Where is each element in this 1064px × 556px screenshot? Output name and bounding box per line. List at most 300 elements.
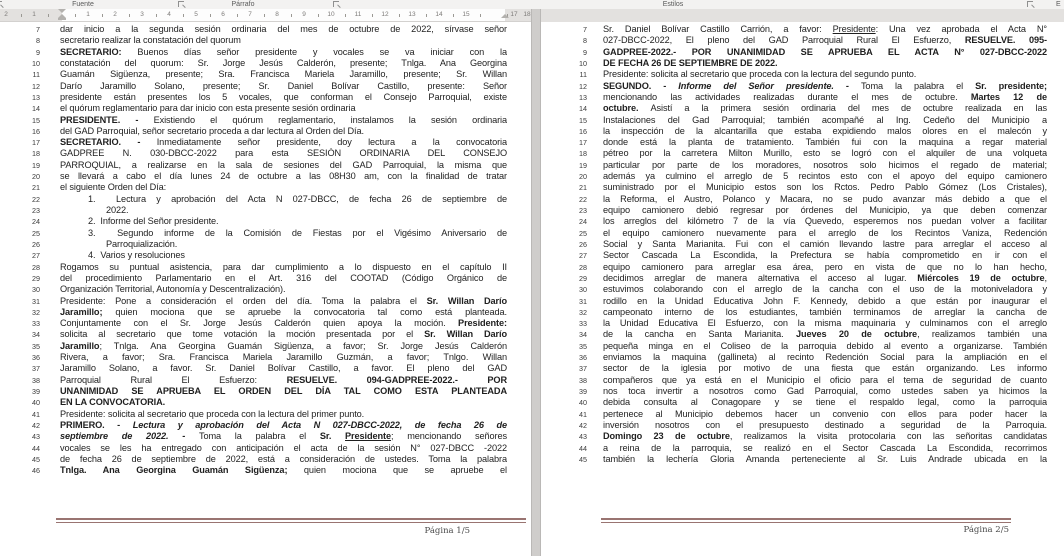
line-text[interactable]	[603, 171, 1047, 182]
page-1-lines	[24, 24, 531, 477]
document-line[interactable]	[563, 58, 1064, 69]
line-number: 20	[32, 172, 40, 182]
line-number: 37	[579, 364, 587, 374]
document-line[interactable]	[24, 307, 531, 318]
line-text[interactable]	[603, 363, 1047, 374]
window-divider[interactable]	[531, 9, 541, 556]
text-run: Lectura y aprobación del Acta N 027-DBCC-2022, de fecha 26 de	[132, 419, 507, 430]
line-text[interactable]	[603, 250, 1047, 261]
document-line[interactable]	[563, 205, 1064, 216]
line-number: 10	[32, 58, 40, 68]
line-number: 14	[579, 104, 587, 114]
line-text[interactable]	[60, 47, 507, 58]
line-number: 20	[579, 172, 587, 182]
left-indent-marker[interactable]	[58, 18, 66, 20]
line-text[interactable]	[603, 47, 1047, 58]
document-line[interactable]	[24, 454, 531, 465]
document-line[interactable]	[24, 262, 531, 273]
line-text[interactable]	[60, 284, 507, 295]
document-line[interactable]	[563, 318, 1064, 329]
document-line[interactable]	[24, 386, 531, 397]
line-text[interactable]	[603, 307, 1047, 318]
document-line[interactable]	[563, 182, 1064, 193]
line-text[interactable]	[60, 81, 507, 92]
line-number: 10	[579, 58, 587, 68]
line-text[interactable]	[60, 363, 507, 374]
line-text[interactable]	[603, 194, 1047, 205]
document-line[interactable]	[563, 386, 1064, 397]
text-run: Jaramillo;	[60, 306, 116, 317]
document-line[interactable]	[563, 24, 1064, 35]
text-run: también la lechería Gloria Amanda perteneciente al Sr. Luis Andrade ubicada en la	[603, 453, 1047, 464]
line-text[interactable]	[60, 35, 507, 46]
document-line[interactable]	[24, 58, 531, 69]
line-text[interactable]	[603, 329, 1047, 340]
line-number: 36	[32, 353, 40, 363]
text-run: sector de la iglesia por motivo de una fiesta que están organizando. Les informo	[603, 363, 1047, 374]
text-run: la Unidad Educativa El Esfuerzo, con la misma maquinaria y culminamos con el arreglo	[603, 318, 1047, 329]
line-text[interactable]	[60, 205, 507, 216]
line-number: 36	[579, 353, 587, 363]
first-line-indent-marker[interactable]	[58, 9, 66, 13]
text-run: vocales se les ha entregado con anticipación el acta de la sesión N° 027-DBCC -2022	[60, 442, 507, 453]
line-number: 11	[579, 70, 587, 80]
line-number: 41	[32, 409, 40, 419]
text-run: Sr.	[319, 431, 346, 442]
line-text[interactable]	[603, 352, 1047, 363]
right-indent-marker[interactable]	[501, 14, 509, 18]
line-number: 7	[583, 25, 587, 34]
ruler-tick	[156, 14, 157, 17]
line-text[interactable]	[60, 431, 507, 442]
document-line[interactable]	[24, 35, 531, 46]
document-line[interactable]	[563, 194, 1064, 205]
line-number: 29	[579, 273, 587, 283]
ribbon-group-label-edicion-clipped: E	[1056, 1, 1061, 8]
text-run: se llevará a cabo el día lunes 24 de octubre a las 08H30 am, con la finalidad de tratar	[60, 171, 507, 182]
estilos-dialog-launcher-icon[interactable]	[1027, 1, 1034, 8]
document-line[interactable]	[563, 69, 1064, 80]
ruler-number: 2	[113, 11, 117, 18]
text-run: Conjuntamente con el Sr. Jorge Jesús Calderón quien apoya la moción.	[60, 318, 459, 329]
line-text[interactable]	[603, 284, 1047, 295]
line-text[interactable]	[60, 250, 507, 261]
text-run: la Reforma, el Austro, Polanco y Macara, no se pudo avanzar más debido a que el	[603, 193, 1047, 204]
line-text[interactable]	[60, 454, 507, 465]
line-text[interactable]	[603, 126, 1047, 137]
text-run: Instalaciones del Gad Parroquial; también acompañé al Ing. Cedeño del Municipio a	[603, 114, 1047, 125]
ruler-tick	[318, 14, 319, 17]
text-run: 3. Segundo informe de la Comisión de Fiestas por el Vigésimo Aniversario de	[88, 227, 507, 238]
text-run: dar inicio a la segunda sesión ordinaria del mes de octubre de 2022, sírvase señor	[60, 24, 507, 34]
text-run: quien mociona que se apruebe el	[303, 465, 507, 476]
ruler-number: 15	[462, 11, 470, 18]
line-text[interactable]	[603, 409, 1047, 420]
line-text[interactable]	[60, 352, 507, 363]
text-run: ; mencionando señores	[391, 431, 507, 442]
line-number: 45	[579, 454, 587, 464]
document-line[interactable]	[24, 239, 531, 250]
ruler-number: 7	[248, 11, 252, 18]
line-text[interactable]	[60, 420, 507, 431]
line-text[interactable]	[60, 126, 507, 137]
line-text[interactable]	[60, 228, 507, 239]
document-line[interactable]	[24, 341, 531, 352]
document-line[interactable]	[24, 431, 531, 442]
text-run: Jaramillo	[60, 340, 100, 351]
document-line[interactable]	[563, 115, 1064, 126]
document-line[interactable]	[24, 216, 531, 227]
line-number: 41	[579, 409, 587, 419]
document-line[interactable]	[24, 363, 531, 374]
text-run: el quórum reglamentario para dar inicio con esta presente sesión ordinaria	[60, 103, 356, 114]
line-text[interactable]	[60, 137, 507, 148]
document-line[interactable]	[563, 216, 1064, 227]
document-line[interactable]	[24, 318, 531, 329]
document-line[interactable]	[24, 47, 531, 58]
text-run: nos toca invertir a nosotros como Gad Parroquial, como ustedes saben ya hicimos la	[603, 386, 1047, 396]
line-text[interactable]	[60, 307, 507, 318]
document-line[interactable]	[24, 329, 531, 340]
line-number: 32	[32, 307, 40, 317]
text-run: decidimos arreglar de manera alternativa el acceso al lugar.	[603, 272, 918, 283]
ruler-number: 13	[408, 11, 416, 18]
line-number: 15	[579, 115, 587, 125]
text-run: del GAD Parroquial, señor secretario proceda a dar lectura al Orden del Día.	[60, 125, 364, 136]
line-number: 31	[579, 296, 587, 306]
document-line[interactable]	[24, 273, 531, 284]
text-run: los arreglos del kilómetro 7 de la vía Quevedo, esperemos nos puedan volver a facilitar	[603, 216, 1047, 227]
ribbon-group-label-parrafo: Párrafo	[231, 1, 255, 8]
line-number: 8	[583, 36, 587, 46]
line-text[interactable]	[60, 69, 507, 80]
line-text[interactable]	[60, 182, 507, 193]
document-line[interactable]	[24, 171, 531, 182]
line-number: 28	[579, 262, 587, 272]
line-number: 18	[579, 149, 587, 159]
document-line[interactable]	[24, 182, 531, 193]
line-text[interactable]	[60, 239, 507, 250]
document-line[interactable]	[563, 454, 1064, 465]
text-run: Martes 12 de	[970, 91, 1047, 102]
fuente-dialog-launcher-icon[interactable]	[178, 1, 185, 8]
line-text[interactable]	[60, 375, 507, 386]
line-number: 30	[579, 285, 587, 295]
text-run: 2. Informe del Señor presidente.	[88, 216, 219, 227]
line-text[interactable]	[603, 397, 1047, 408]
document-line[interactable]	[24, 103, 531, 114]
ribbon-bottom-strip	[0, 0, 1064, 9]
document-line[interactable]	[563, 103, 1064, 114]
document-line[interactable]	[563, 341, 1064, 352]
line-text[interactable]	[60, 92, 507, 103]
document-line[interactable]	[563, 250, 1064, 261]
document-line[interactable]	[563, 171, 1064, 182]
ruler-tick	[264, 14, 265, 17]
line-text[interactable]	[60, 115, 507, 126]
line-text[interactable]	[60, 103, 507, 114]
ruler-number: 12	[381, 11, 389, 18]
text-run: 1. Lectura y aprobación del Acta N 027-DBCC, de fecha 26 de septiembre de	[88, 193, 507, 204]
line-text[interactable]	[603, 239, 1047, 250]
document-line[interactable]	[563, 307, 1064, 318]
document-line[interactable]	[563, 397, 1064, 408]
text-run: PRIMERO. -	[60, 419, 133, 430]
line-text[interactable]	[60, 465, 507, 476]
line-text[interactable]	[60, 216, 507, 227]
text-run: SECRETARIO. -	[60, 137, 157, 148]
line-text[interactable]	[603, 148, 1047, 159]
line-text[interactable]	[603, 375, 1047, 386]
line-number: 45	[32, 454, 40, 464]
document-line[interactable]	[24, 375, 531, 386]
text-run: donde está la planta de tratamiento. También fui con la maquina a regar material	[603, 137, 1047, 148]
document-line[interactable]	[563, 239, 1064, 250]
text-run: PARROQUIAL, a realizarse en la sala de sesiones del GAD Parroquial, la misma que	[60, 159, 507, 170]
text-run: Social y Santa Marianita. Fui con el camión llevando lastre para arreglar el acceso al	[603, 238, 1047, 249]
text-run: PRESIDENTE. -	[60, 114, 154, 125]
document-line[interactable]	[563, 443, 1064, 454]
line-text[interactable]	[603, 454, 1047, 465]
text-run: presidente están presentes los 5 vocales, que conforman el Consejo Parroquial, existe	[60, 91, 507, 102]
document-line[interactable]	[563, 148, 1064, 159]
text-run: Rivera, a favor; Sra. Francisca Mariela Jaramillo Guzmán, a favor; Tnlgo. Willan	[60, 352, 507, 363]
document-line[interactable]	[24, 250, 531, 261]
document-line[interactable]	[563, 160, 1064, 171]
document-line[interactable]	[563, 284, 1064, 295]
line-number: 34	[32, 330, 40, 340]
text-run: Inmediatamente señor presidente, doy lectura a la convocatoria	[156, 137, 507, 148]
line-number: 18	[32, 149, 40, 159]
line-number: 40	[32, 398, 40, 408]
line-text[interactable]	[603, 420, 1047, 431]
line-text[interactable]	[603, 318, 1047, 329]
line-text[interactable]	[60, 318, 507, 329]
line-text[interactable]	[60, 273, 507, 284]
document-line[interactable]	[563, 262, 1064, 273]
text-run: UNANIMIDAD SE APRUEBA EL ORDEN DEL DÍA TAL COMO ESTA PLANTEADA	[60, 386, 507, 396]
text-run: compañeros que ya está en el Municipio el oficio para el tema de seguridad de cuanto	[603, 374, 1047, 385]
line-text[interactable]	[603, 296, 1047, 307]
text-run: Sr. Willan Darío	[424, 329, 507, 340]
text-run: GADPREE-2022.- POR UNANIMIDAD SE APRUEBA EL ACTA N° 027-DBCC-2022	[603, 46, 1047, 57]
ruler-number: 8	[275, 11, 279, 18]
line-text[interactable]	[60, 148, 507, 159]
line-text[interactable]	[60, 24, 507, 35]
text-run: GADPREE N. 030-DBCC-2022 para esta SESIÓN ORDINARIA DEL CONSEJO	[60, 148, 507, 159]
document-line[interactable]	[563, 375, 1064, 386]
document-line[interactable]	[24, 24, 531, 35]
line-number: 19	[579, 160, 587, 170]
line-text[interactable]	[60, 329, 507, 340]
line-text[interactable]	[60, 58, 507, 69]
document-line[interactable]	[24, 137, 531, 148]
document-page-2[interactable]	[541, 22, 1064, 556]
line-number: 16	[32, 126, 40, 136]
document-line[interactable]	[563, 92, 1064, 103]
document-line[interactable]	[24, 352, 531, 363]
document-line[interactable]	[563, 409, 1064, 420]
document-line[interactable]	[24, 465, 531, 476]
line-number: 27	[32, 251, 40, 261]
document-line[interactable]	[563, 431, 1064, 442]
line-text[interactable]	[603, 341, 1047, 352]
line-text[interactable]	[603, 137, 1047, 148]
text-run: SECRETARIO:	[60, 46, 138, 57]
line-text[interactable]	[603, 182, 1047, 193]
document-line[interactable]	[563, 81, 1064, 92]
line-text[interactable]	[60, 296, 507, 307]
line-number: 34	[579, 330, 587, 340]
line-text[interactable]	[60, 194, 507, 205]
document-line[interactable]	[24, 81, 531, 92]
text-run: la inspección de la alcantarilla que estaba expidiendo malos olores en el malecón y	[603, 125, 1047, 136]
line-text[interactable]	[60, 262, 507, 273]
line-text[interactable]	[603, 58, 1047, 69]
line-number: 14	[32, 104, 40, 114]
document-line[interactable]	[24, 92, 531, 103]
text-run: Darío Jaramillo Solano, presente; Sr. Daniel Bolívar Castillo, presente: Señor	[60, 80, 507, 91]
text-run: del procedimiento Parlamentario en el Art. 316 del COOTAD (Código Orgánico de	[60, 272, 507, 283]
line-text[interactable]	[60, 443, 507, 454]
line-text[interactable]	[603, 115, 1047, 126]
line-text[interactable]	[603, 35, 1047, 46]
document-line[interactable]	[24, 420, 531, 431]
line-text[interactable]	[603, 160, 1047, 171]
text-run: , realizamos la visita protocolaria con las señoritas candidatas	[729, 431, 1047, 442]
document-line[interactable]	[24, 228, 531, 239]
text-run: solicita al secretario que tome votación la moción presentada por el	[60, 329, 425, 340]
document-line[interactable]	[24, 126, 531, 137]
document-line[interactable]	[563, 420, 1064, 431]
line-number: 11	[32, 70, 40, 80]
document-line[interactable]	[24, 194, 531, 205]
document-line[interactable]	[24, 443, 531, 454]
document-line[interactable]	[24, 296, 531, 307]
document-line[interactable]	[24, 115, 531, 126]
ribbon-group-label-estilos: Estilos	[662, 1, 684, 8]
line-number: 40	[579, 398, 587, 408]
line-number: 24	[32, 217, 40, 227]
document-line[interactable]	[563, 137, 1064, 148]
ribbon-group-label-fuente: Fuente	[72, 1, 94, 8]
line-number: 43	[579, 432, 587, 442]
page-2-lines	[563, 24, 1064, 465]
line-text[interactable]	[603, 262, 1047, 273]
text-run: Toma la palabra el	[860, 80, 976, 91]
document-line[interactable]	[563, 273, 1064, 284]
horizontal-ruler[interactable]	[0, 9, 531, 22]
text-run: Informe del Señor presidente. -	[678, 80, 861, 91]
line-text[interactable]	[60, 386, 507, 397]
document-line[interactable]	[24, 284, 531, 295]
line-text[interactable]	[60, 171, 507, 182]
page-2-number-footer: Página 2/5	[963, 525, 1009, 535]
text-run: constatación del quorum: Sr. Jorge Jesús Calderón, presente; Tnlga. Ana Georgina	[60, 57, 507, 68]
text-run: Toma la palabra el	[198, 431, 320, 442]
document-page-1[interactable]	[0, 21, 531, 556]
document-line[interactable]	[24, 160, 531, 171]
line-text[interactable]	[60, 397, 507, 408]
document-line[interactable]	[563, 329, 1064, 340]
text-run: Miércoles 19 de octubre	[917, 272, 1045, 283]
text-run: ,	[1044, 272, 1047, 283]
line-number: 25	[32, 228, 40, 238]
line-text[interactable]	[60, 160, 507, 171]
document-line[interactable]	[563, 296, 1064, 307]
text-run: secretario realizar la constatación del quorum	[60, 35, 241, 46]
document-line[interactable]	[563, 352, 1064, 363]
ruler-tick	[102, 14, 103, 17]
ruler-number: 1	[86, 11, 90, 18]
line-text[interactable]	[60, 409, 507, 420]
text-run: Guamán Sigüenza, presente; Sra. Francisca Mariela Jaramillo, presente; Sr. Willan	[60, 69, 507, 80]
document-line[interactable]	[24, 409, 531, 420]
line-text[interactable]	[603, 228, 1047, 239]
document-line[interactable]	[563, 126, 1064, 137]
line-number: 42	[579, 420, 587, 430]
line-text[interactable]	[603, 69, 1047, 80]
ruler-tick	[291, 14, 292, 17]
document-line[interactable]	[563, 47, 1064, 58]
page-1-number-footer: Página 1/5	[424, 526, 470, 536]
text-run: pétreo por la carretera Milton Murillo, esto se logró con el alquiler de una volqueta	[603, 148, 1047, 159]
line-number: 26	[579, 239, 587, 249]
line-number: 13	[579, 92, 587, 102]
document-line[interactable]	[24, 397, 531, 408]
document-line[interactable]	[563, 35, 1064, 46]
text-run: equipo camionero para arreglar esa área, pero en vista de que no lo han hecho,	[603, 261, 1047, 272]
ruler-tick	[453, 14, 454, 17]
document-line[interactable]	[563, 363, 1064, 374]
text-run: Existiendo el quórum reglamentario, instalamos la sesión ordinaria	[153, 114, 507, 125]
text-run: septiembre de 2022. -	[60, 431, 199, 442]
line-number: 35	[32, 341, 40, 351]
line-number: 29	[32, 273, 40, 283]
line-number: 46	[32, 466, 40, 476]
line-text[interactable]	[603, 205, 1047, 216]
line-text[interactable]	[603, 443, 1047, 454]
text-run: a reina de la parroquia, se realizó en el Sector Cascada La Escondida, recorrimos	[603, 442, 1047, 453]
line-text[interactable]	[603, 24, 1047, 35]
document-line[interactable]	[24, 148, 531, 159]
text-run: campeonato interno de los estudiantes, también terminamos de arreglar la cancha de	[603, 306, 1047, 317]
parrafo-dialog-launcher-icon[interactable]	[333, 1, 340, 8]
ruler-number: 17	[510, 11, 518, 18]
text-run: DE FECHA 26 DE SEPTIEMBRE DE 2022.	[603, 57, 778, 68]
line-text[interactable]	[603, 103, 1047, 114]
line-number: 33	[32, 319, 40, 329]
line-text[interactable]	[603, 216, 1047, 227]
text-run: Presidente: solicita al secretario que proceda con la lectura del segundo punto.	[603, 69, 917, 80]
page-1-bottom-border	[56, 518, 526, 523]
line-text[interactable]	[603, 81, 1047, 92]
line-text[interactable]	[603, 386, 1047, 397]
document-line[interactable]	[24, 205, 531, 216]
line-text[interactable]	[60, 341, 507, 352]
text-run: mencionando las actividades realizadas durante el mes de octubre.	[603, 91, 971, 102]
ruler-number: 2	[4, 11, 8, 18]
line-number: 23	[32, 206, 40, 215]
document-line[interactable]	[563, 228, 1064, 239]
text-run: octubre.	[603, 103, 651, 114]
line-text[interactable]	[603, 273, 1047, 284]
document-line[interactable]	[24, 69, 531, 80]
line-text[interactable]	[603, 92, 1047, 103]
line-number: 16	[579, 126, 587, 136]
line-text[interactable]	[603, 431, 1047, 442]
dialog-launcher-icon[interactable]	[0, 1, 3, 8]
